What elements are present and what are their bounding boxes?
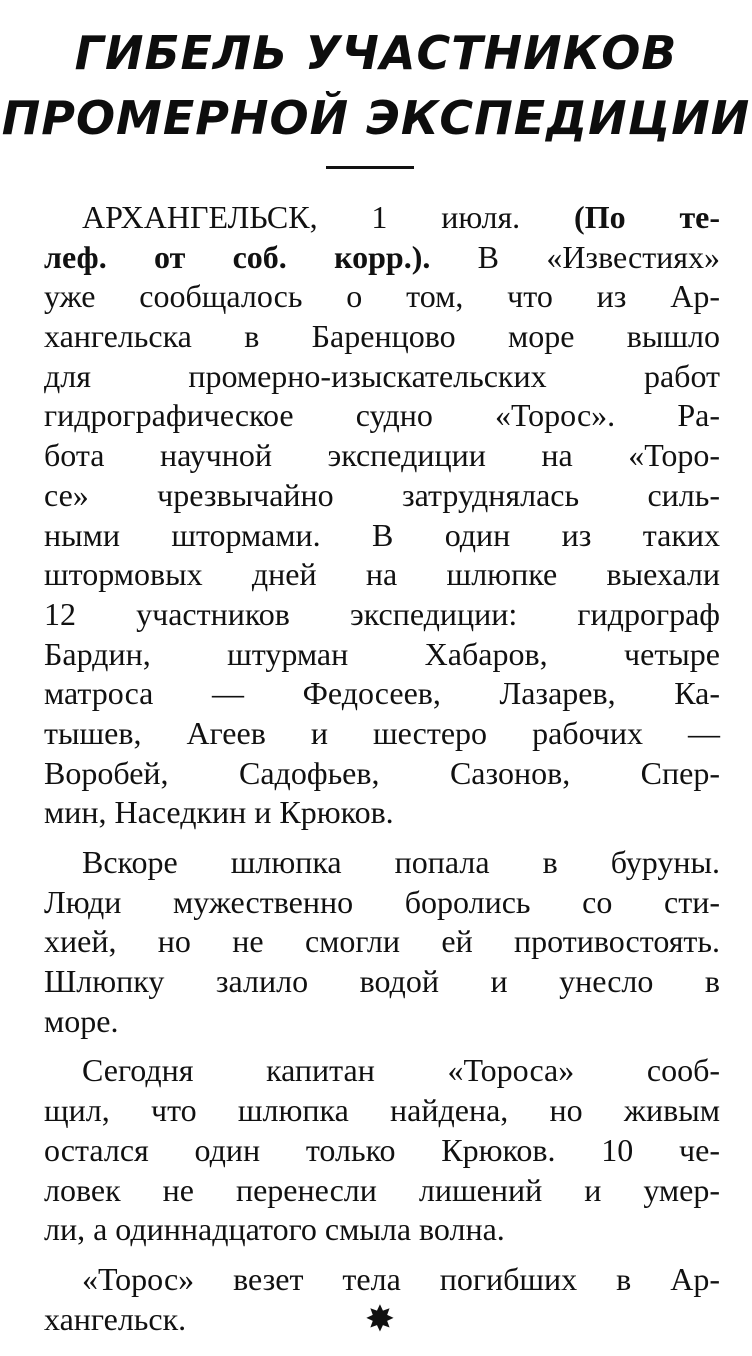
headline-line-2: ПРОМЕРНОЙ ЭКСПЕДИЦИИ — [1, 91, 751, 145]
source-note-start: (По те- — [574, 199, 721, 235]
dateline: АРХАНГЕЛЬСК, 1 июля. — [82, 199, 521, 235]
paragraph-2-line-5: море. — [44, 1002, 119, 1039]
headline-line-1: ГИБЕЛЬ УЧАСТНИКОВ — [74, 26, 678, 80]
paragraph-1-line-1 — [44, 198, 720, 238]
paragraph-3-line-2: щил, что шлюпка найдена, но живым — [44, 1092, 720, 1129]
paragraph-1-line-3: уже сообщалось о том, что из Ар- — [44, 278, 720, 315]
paragraph-2-line-4: Шлюпку залило водой и унесло в — [44, 963, 720, 1000]
paragraph-1-line-10: штормовых дней на шлюпке выехали — [44, 556, 720, 593]
paragraph-3-line-1: Сегодня капитан «Тороса» сооб- — [82, 1052, 720, 1089]
paragraph-3-line-5: ли, а одиннадцатого смыла волна. — [44, 1211, 505, 1248]
paragraph-1-line-8: се» чрезвычайно затруднялась силь- — [44, 476, 720, 513]
paragraph-1-line-11: 12 участников экспедиции: гидрограф — [44, 595, 720, 632]
paragraph-1-line-2-text: В «Известиях» — [477, 238, 721, 275]
paragraph-3-line-4: ловек не перенесли лишений и умер- — [44, 1171, 720, 1208]
paragraph-3-line-3: остался один только Крюков. 10 че- — [44, 1131, 720, 1168]
paragraph-1-line-14: тышев, Агеев и шестеро рабочих — — [44, 714, 720, 751]
source-note-end: леф. от соб. корр.). — [44, 238, 431, 275]
article-body — [44, 198, 720, 1339]
paragraph-1-line-13: матроса — Федосеев, Лазарев, Ка- — [44, 675, 720, 712]
paragraph-1-line-12: Бардин, штурман Хабаров, четыре — [44, 635, 720, 672]
paragraph-1-line-6: гидрографическое судно «Торос». Ра- — [44, 397, 720, 434]
paragraph-1-line-2 — [44, 238, 720, 278]
paragraph-1-line-4: хангельска в Баренцово море вышло — [44, 318, 720, 355]
paragraph-1-line-5: для промерно-изыскательских работ — [44, 357, 720, 394]
paragraph-1-line-16: мин, Наседкин и Крюков. — [44, 794, 394, 831]
paragraph-4-line-1: «Торос» везет тела погибших в Ар- — [82, 1260, 720, 1297]
paragraph-1-line-15: Воробей, Садофьев, Сазонов, Спер- — [44, 754, 720, 791]
paragraph-1-line-9: ными штормами. В один из таких — [44, 516, 720, 553]
paragraph-2-line-1: Вскоре шлюпка попала в буруны. — [82, 844, 720, 880]
headline-divider — [326, 166, 414, 169]
paragraph-4-line-2: хангельск. — [44, 1300, 187, 1337]
paragraph-2-line-2: Люди мужественно боролись со сти- — [44, 883, 720, 920]
paragraph-2-line-3: хией, но не смогли ей противостоять. — [44, 923, 720, 960]
section-separator-asterisk-icon: ✸ — [364, 1299, 396, 1340]
paragraph-1-line-7: бота научной экспедиции на «Торо- — [44, 437, 720, 474]
